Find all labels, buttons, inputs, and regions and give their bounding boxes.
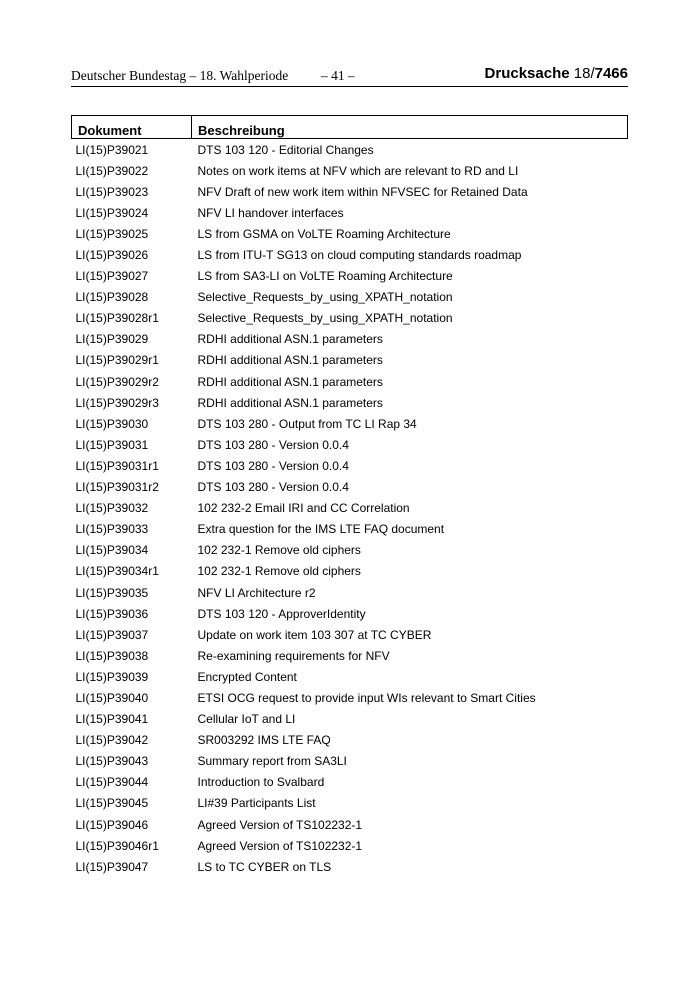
document-id-cell: LI(15)P39029 <box>75 332 149 347</box>
document-id-cell: LI(15)P39040 <box>75 690 149 705</box>
header-page-number: – 41 – <box>321 68 355 83</box>
column-header-beschreibung: Beschreibung <box>192 116 628 139</box>
description-cell: Introduction to Svalbard <box>197 775 325 790</box>
description-cell: Agreed Version of TS102232-1 <box>197 817 363 832</box>
document-id-cell: LI(15)P39036 <box>75 606 149 621</box>
table-row <box>72 772 628 793</box>
description-cell: LI#39 Participants List <box>197 796 316 811</box>
document-id-cell: LI(15)P39031r1 <box>75 458 159 473</box>
table-row <box>72 835 628 856</box>
document-id-cell: LI(15)P39034 <box>75 543 149 558</box>
table-row <box>72 139 628 161</box>
table-row <box>72 244 628 265</box>
description-cell: NFV LI Architecture r2 <box>197 585 316 600</box>
table-row <box>72 498 628 519</box>
table-row <box>72 603 628 624</box>
table-row <box>72 392 628 413</box>
table-row <box>72 687 628 708</box>
description-cell: NFV Draft of new work item within NFVSEC for Retained Data <box>197 184 528 199</box>
table-row <box>72 477 628 498</box>
document-id-cell: LI(15)P39021 <box>75 142 149 157</box>
table-row <box>72 202 628 223</box>
table-row <box>72 582 628 603</box>
document-id-cell: LI(15)P39022 <box>75 163 149 178</box>
description-cell: Cellular IoT and LI <box>197 712 296 727</box>
table-row <box>72 160 628 181</box>
description-cell: Update on work item 103 307 at TC CYBER <box>197 627 432 642</box>
document-id-cell: LI(15)P39028r1 <box>75 311 159 326</box>
table-row <box>72 308 628 329</box>
document-id-cell: LI(15)P39044 <box>75 775 149 790</box>
header-drucksache-number: 7466 <box>594 65 628 82</box>
header-publication: Deutscher Bundestag – 18. Wahlperiode <box>71 68 289 83</box>
description-cell: DTS 103 120 - Editorial Changes <box>197 142 374 157</box>
header-drucksache <box>485 65 628 82</box>
description-cell: RDHI additional ASN.1 parameters <box>197 353 383 368</box>
table-row <box>72 455 628 476</box>
document-id-cell: LI(15)P39029r1 <box>75 353 159 368</box>
document-id-cell: LI(15)P39037 <box>75 627 149 642</box>
document-id-cell: LI(15)P39026 <box>75 248 149 263</box>
document-id-cell: LI(15)P39046r1 <box>75 838 159 853</box>
document-id-cell: LI(15)P39029r3 <box>75 395 159 410</box>
document-id-cell: LI(15)P39046 <box>75 817 149 832</box>
document-id-cell: LI(15)P39035 <box>75 585 149 600</box>
description-cell: LS to TC CYBER on TLS <box>197 859 332 874</box>
description-cell: Notes on work items at NFV which are relevant to RD and LI <box>197 163 519 178</box>
description-cell: DTS 103 120 - ApproverIdentity <box>197 606 366 621</box>
description-cell: Re-examining requirements for NFV <box>197 648 390 663</box>
description-cell: NFV LI handover interfaces <box>197 205 344 220</box>
description-cell: LS from ITU-T SG13 on cloud computing standards roadmap <box>197 248 522 263</box>
description-cell: Agreed Version of TS102232-1 <box>197 838 363 853</box>
description-cell: 102 232-2 Email IRI and CC Correlation <box>197 501 410 516</box>
table-row <box>72 371 628 392</box>
page-header <box>71 66 628 87</box>
documents-table <box>71 115 628 877</box>
table-row <box>72 751 628 772</box>
table-row <box>72 856 628 877</box>
description-cell: DTS 103 280 - Version 0.0.4 <box>197 458 349 473</box>
table-row <box>72 793 628 814</box>
description-cell: LS from SA3-LI on VoLTE Roaming Architecture <box>197 269 453 284</box>
header-drucksache-label: Drucksache <box>484 65 570 82</box>
document-id-cell: LI(15)P39032 <box>75 501 149 516</box>
document-id-cell: LI(15)P39033 <box>75 522 149 537</box>
description-cell: Selective_Requests_by_using_XPATH_notation <box>197 290 453 305</box>
document-id-cell: LI(15)P39034r1 <box>75 564 159 579</box>
description-cell: LS from GSMA on VoLTE Roaming Architecture <box>197 226 451 241</box>
table-row <box>72 223 628 244</box>
table-row <box>72 181 628 202</box>
table-row <box>72 329 628 350</box>
table-header-row <box>72 116 628 139</box>
description-cell: 102 232-1 Remove old ciphers <box>197 564 361 579</box>
description-cell: DTS 103 280 - Version 0.0.4 <box>197 480 349 495</box>
document-id-cell: LI(15)P39023 <box>75 184 149 199</box>
table-row <box>72 730 628 751</box>
document-id-cell: LI(15)P39041 <box>75 712 149 727</box>
table-row <box>72 624 628 645</box>
description-cell: SR003292 IMS LTE FAQ <box>197 733 331 748</box>
description-cell: DTS 103 280 - Version 0.0.4 <box>197 437 349 452</box>
column-header-dokument: Dokument <box>72 116 192 139</box>
document-id-cell: LI(15)P39039 <box>75 669 149 684</box>
table-row <box>72 266 628 287</box>
table-row <box>72 540 628 561</box>
document-id-cell: LI(15)P39042 <box>75 733 149 748</box>
table-row <box>72 350 628 371</box>
document-id-cell: LI(15)P39028 <box>75 290 149 305</box>
description-cell: Summary report from SA3LI <box>197 754 347 769</box>
table-row <box>72 287 628 308</box>
document-id-cell: LI(15)P39030 <box>75 416 149 431</box>
table-row <box>72 561 628 582</box>
description-cell: RDHI additional ASN.1 parameters <box>197 374 383 389</box>
table-row <box>72 814 628 835</box>
table-row <box>72 666 628 687</box>
description-cell: ETSI OCG request to provide input WIs relevant to Smart Cities <box>197 690 536 705</box>
description-cell: RDHI additional ASN.1 parameters <box>197 395 383 410</box>
table-row <box>72 413 628 434</box>
document-id-cell: LI(15)P39029r2 <box>75 374 159 389</box>
table-row <box>72 434 628 455</box>
document-id-cell: LI(15)P39031r2 <box>75 480 159 495</box>
table-row <box>72 709 628 730</box>
document-id-cell: LI(15)P39043 <box>75 754 149 769</box>
document-id-cell: LI(15)P39038 <box>75 648 149 663</box>
description-cell: DTS 103 280 - Output from TC LI Rap 34 <box>197 416 417 431</box>
description-cell: 102 232-1 Remove old ciphers <box>197 543 361 558</box>
table-row <box>72 645 628 666</box>
document-id-cell: LI(15)P39027 <box>75 269 149 284</box>
description-cell: Extra question for the IMS LTE FAQ document <box>197 522 445 537</box>
description-cell: RDHI additional ASN.1 parameters <box>197 332 383 347</box>
document-id-cell: LI(15)P39024 <box>75 205 149 220</box>
description-cell: Selective_Requests_by_using_XPATH_notation <box>197 311 453 326</box>
description-cell: Encrypted Content <box>197 669 297 684</box>
header-drucksache-prefix: 18/ <box>573 65 595 82</box>
document-id-cell: LI(15)P39031 <box>75 437 149 452</box>
table-body <box>72 139 628 878</box>
document-id-cell: LI(15)P39025 <box>75 226 149 241</box>
document-id-cell: LI(15)P39047 <box>75 859 149 874</box>
document-id-cell: LI(15)P39045 <box>75 796 149 811</box>
table-row <box>72 519 628 540</box>
